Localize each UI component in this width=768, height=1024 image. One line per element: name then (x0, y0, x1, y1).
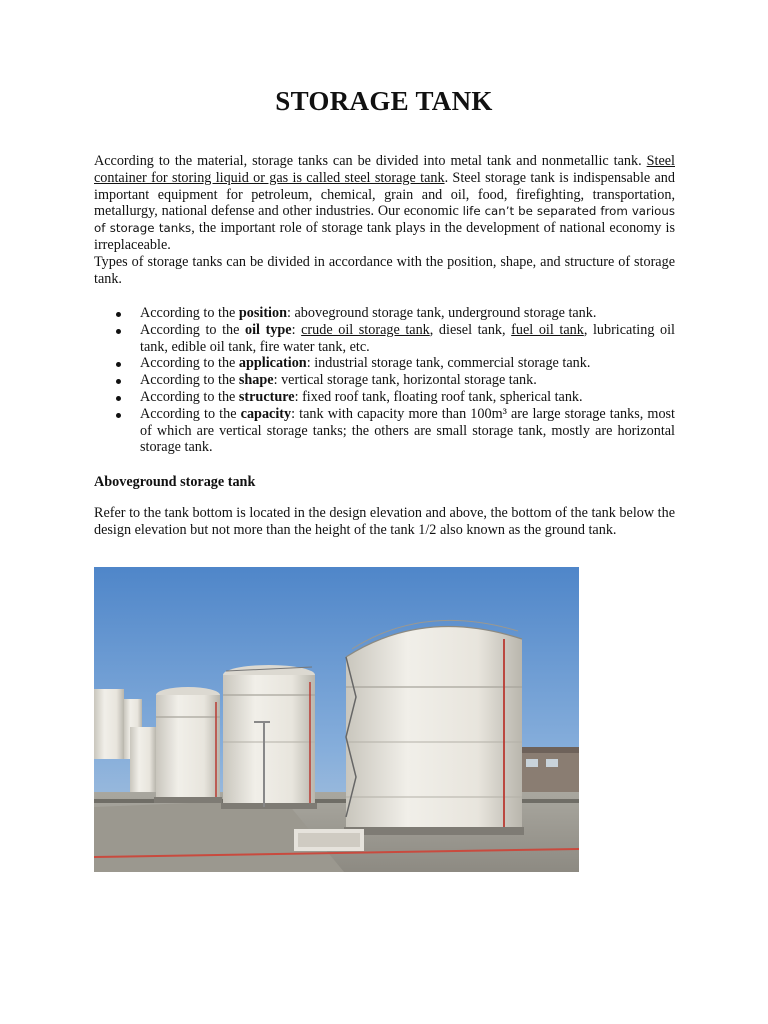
types-paragraph: Types of storage tanks can be divided in accordance with the position, shape, and structure of storage tank. (94, 254, 675, 287)
item-prefix: According to the (140, 388, 239, 405)
classification-list (94, 305, 675, 456)
intro-text-a: According to the material, storage tanks can be divided into metal tank and nonmetallic tank. (94, 153, 647, 169)
item-prefix: According to the (140, 305, 239, 321)
intro-paragraph (94, 153, 675, 254)
item-text: : fixed roof tank, floating roof tank, spherical tank. (294, 388, 583, 405)
item-prefix: According to the (140, 372, 239, 389)
item-term: application (238, 355, 307, 372)
bullet-icon (116, 396, 121, 401)
item-prefix: According to the (140, 405, 241, 422)
fuel-oil-tank-link[interactable]: fuel oil tank (511, 321, 584, 338)
intro-text-c: , the important role of storage tank plays in the development of national economy is irreplaceable. (94, 220, 675, 253)
bullet-icon (116, 413, 121, 418)
list-item-position (94, 305, 675, 322)
list-item-capacity (94, 406, 675, 456)
item-term: oil type (245, 321, 292, 338)
crude-oil-storage-tank-link[interactable]: crude oil storage tank (301, 321, 430, 338)
steel-storage-tank-link[interactable]: Steel container for storing liquid or gas is called steel storage tank (94, 153, 675, 186)
bullet-icon (116, 312, 121, 317)
list-item-structure (94, 389, 675, 406)
page-title: STORAGE TANK (275, 86, 493, 116)
item-text: , diesel tank, (429, 321, 512, 338)
item-text: : vertical storage tank, horizontal storage tank. (273, 372, 537, 389)
list-item-shape (94, 372, 675, 389)
list-item-oil-type (94, 322, 675, 356)
list-item-application (94, 355, 675, 372)
item-term: capacity (240, 405, 292, 422)
section-heading: Aboveground storage tank (94, 474, 256, 490)
item-text: : tank with capacity more than 100m³ are large storage tanks, most of which are vertical storage tanks; the others are small storage tank, mostly are horizontal storage tank. (140, 405, 676, 456)
storage-tanks-photo (94, 567, 579, 872)
item-term: position (238, 305, 287, 321)
intro-text-b: . Steel storage tank is indispensable and important equipment for petroleum, chemical, grain and oil, food, firefighting, transportation, metallurgy, national defense and other industries. Our economic (94, 169, 675, 220)
item-sep: : (291, 321, 302, 338)
item-term: shape (238, 372, 274, 389)
item-text: : industrial storage tank, commercial storage tank. (306, 355, 591, 372)
bullet-icon (116, 362, 121, 367)
bullet-icon (116, 379, 121, 384)
item-prefix: According to the (140, 321, 246, 338)
item-prefix: According to the (140, 355, 239, 372)
bullet-icon (116, 329, 121, 334)
intro-alt-font-text: life can’t be separated from various of storage tanks (94, 204, 675, 236)
item-term: structure (238, 388, 295, 405)
item-text: : aboveground storage tank, underground storage tank. (287, 305, 597, 321)
section-paragraph: Refer to the tank bottom is located in the design elevation and above, the bottom of the tank below the design elevation but not more than the height of the tank 1/2 also known as the ground tank. (94, 505, 675, 538)
item-text: , lubricating oil tank, edible oil tank, fire water tank, etc. (140, 321, 675, 355)
